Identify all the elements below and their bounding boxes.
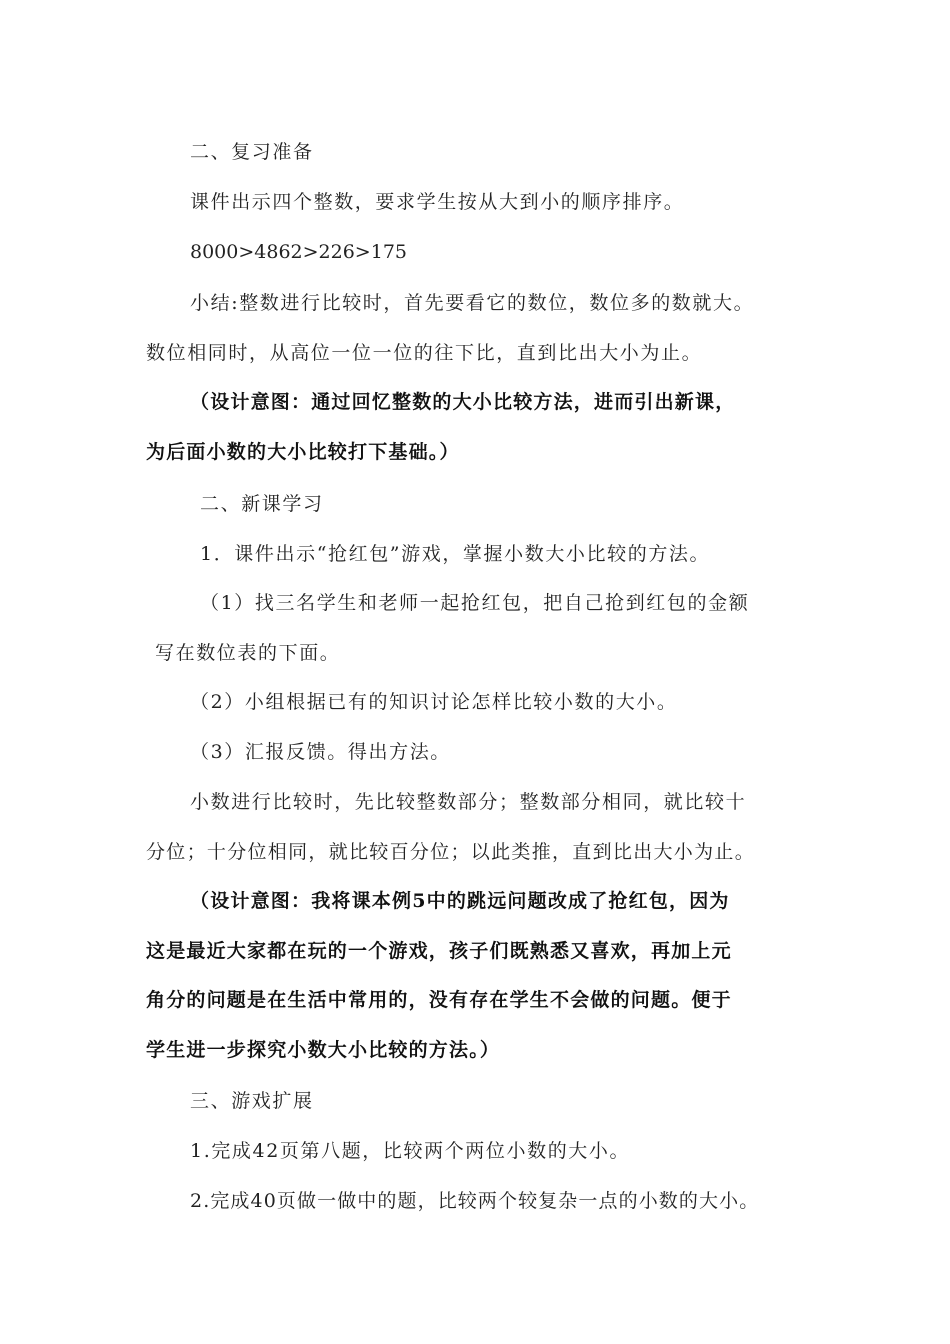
paragraph-line: （1）找三名学生和老师一起抢红包，把自己抢到红包的金额: [200, 592, 750, 614]
design-intent-note: 这是最近大家都在玩的一个游戏，孩子们既熟悉又喜欢，再加上元: [146, 940, 732, 962]
paragraph-line: 分位；十分位相同，就比较百分位；以此类推，直到比出大小为止。: [146, 841, 756, 863]
paragraph-line: 小数进行比较时，先比较整数部分；整数部分相同，就比较十: [190, 791, 747, 813]
paragraph-line: 课件出示四个整数，要求学生按从大到小的顺序排序。: [190, 191, 685, 213]
exercise-item: 1.完成42页第八题，比较两个两位小数的大小。: [190, 1140, 631, 1162]
paragraph-line: 小结:整数进行比较时，首先要看它的数位，数位多的数就大。: [190, 292, 755, 314]
design-intent-note: 为后面小数的大小比较打下基础。）: [146, 441, 460, 463]
paragraph-line: 1．课件出示“抢红包”游戏，掌握小数大小比较的方法。: [200, 543, 711, 565]
section-heading-new-lesson: 二、新课学习: [200, 493, 324, 515]
section-heading-game-extension: 三、游戏扩展: [190, 1090, 314, 1112]
design-intent-note: （设计意图：我将课本例5中的跳远问题改成了抢红包，因为: [190, 890, 730, 912]
design-intent-note: 学生进一步探究小数大小比较的方法。）: [146, 1039, 501, 1061]
paragraph-line: （3）汇报反馈。得出方法。: [190, 741, 451, 763]
design-intent-note: 角分的问题是在生活中常用的，没有存在学生不会做的问题。便于: [146, 989, 732, 1011]
integer-ordering-line: 8000>4862>226>175: [190, 241, 407, 263]
section-heading-review: 二、复习准备: [190, 141, 314, 163]
paragraph-line: 数位相同时，从高位一位一位的往下比，直到比出大小为止。: [146, 342, 703, 364]
design-intent-note: （设计意图：通过回忆整数的大小比较方法，进而引出新课，: [190, 391, 736, 413]
paragraph-line: （2）小组根据已有的知识讨论怎样比较小数的大小。: [190, 691, 678, 713]
paragraph-line: 写在数位表的下面。: [155, 642, 341, 664]
exercise-item: 2.完成40页做一做中的题，比较两个较复杂一点的小数的大小。: [190, 1190, 760, 1212]
